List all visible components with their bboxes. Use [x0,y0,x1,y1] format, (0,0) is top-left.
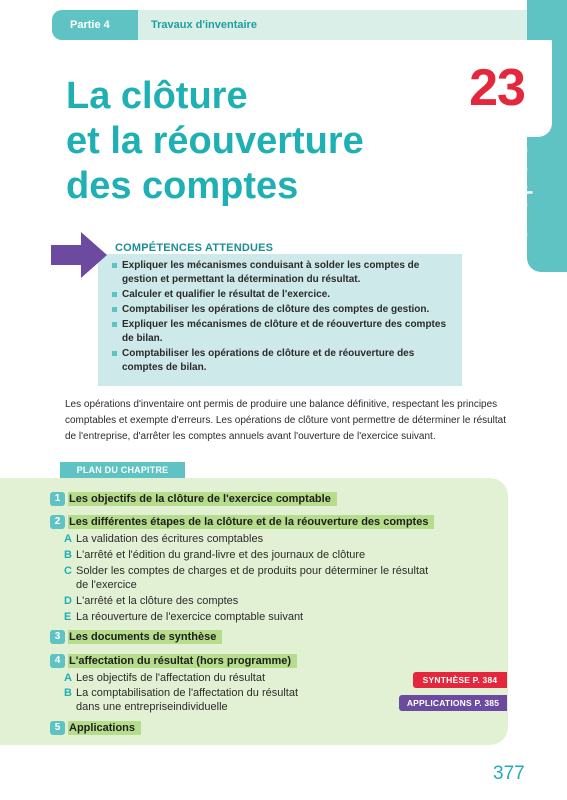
subsection-text: La comptabilisation de l'affectation du résultat [76,687,299,699]
chapter-word: Chapitre [503,142,533,245]
plan-label: PLAN DU CHAPITRE [60,462,185,478]
section-title: Les objectifs de la clôture de l'exercice comptable [68,492,337,506]
section-title: Les différentes étapes de la clôture et de la réouverture des comptes [68,515,434,529]
subsection-letter: D [64,595,72,607]
subsection-letter: B [64,549,72,561]
plan-subsection [64,548,365,562]
subsection-text: L'arrêté et la clôture des comptes [76,595,239,607]
subsection-text: La réouverture de l'exercice comptable suivant [76,611,304,623]
chapter-number: 23 [469,59,525,117]
plan-section-2 [50,514,434,529]
competences-list [108,259,448,376]
plan-section-1 [50,491,337,506]
section-title: Les documents de synthèse [68,630,222,644]
subsection-text-continued: dans une entrepriseindividuelle [76,701,228,713]
title-line-1: La clôture [66,75,248,117]
section-number: 2 [50,515,65,529]
section-title: L'affectation du résultat (hors programme) [68,654,297,668]
plan-subsection [64,564,428,592]
competence-item: Expliquer les mécanismes conduisant à solder les comptes de gestion et permettant la détermination du résultat. [108,259,448,287]
plan-section-5 [50,720,141,735]
page-number: 377 [493,763,525,784]
synthese-badge[interactable]: SYNTHÈSE P. 384 [413,672,507,688]
subsection-text: Solder les comptes de charges et de produits pour déterminer le résultat [76,565,429,577]
title-line-2: et la réouverture [66,120,364,162]
part-label: Partie 4 [52,10,138,40]
competence-item: Comptabiliser les opérations de clôture et de réouverture des comptes de bilan. [108,347,448,375]
intro-paragraph: Les opérations d'inventaire ont permis de produire une balance définitive, respectant les principes comptables et exempte d'erreurs. Les opérations de clôture vont permettre de déterminer le résultat de l'entreprise, d'arrêter les comptes annuels avant l'ouverture de l'exercice suivant. [65,399,507,442]
plan-subsection [64,594,238,608]
section-number: 4 [50,654,65,668]
subsection-letter: E [64,611,72,623]
subsection-text: Les objectifs de l'affectation du résultat [76,672,266,684]
plan-section-3 [50,629,222,644]
subsection-letter: A [64,533,72,545]
subsection-text: L'arrêté et l'édition du grand-livre et des journaux de clôture [76,549,366,561]
section-title: Applications [68,721,141,735]
title-line-3: des comptes [66,165,299,207]
section-number: 5 [50,721,65,735]
page-title [66,74,364,209]
subsection-letter: C [64,565,72,577]
part-title: Travaux d'inventaire [151,19,257,31]
applications-badge[interactable]: APPLICATIONS P. 385 [399,695,507,711]
arrow-right-icon [51,232,109,278]
competence-item: Comptabiliser les opérations de clôture des comptes de gestion. [108,303,448,317]
plan-subsection [64,610,303,624]
competence-item: Calculer et qualifier le résultat de l'exercice. [108,288,448,302]
competences-heading: COMPÉTENCES ATTENDUES [115,242,274,254]
plan-section-4 [50,653,297,668]
subsection-letter: B [64,687,72,699]
plan-subsection [64,671,265,685]
subsection-text-continued: de l'exercice [76,579,137,591]
section-number: 3 [50,630,65,644]
competence-item: Expliquer les mécanismes de clôture et de réouverture des comptes de bilan. [108,318,448,346]
subsection-text: La validation des écritures comptables [76,533,264,545]
plan-subsection [64,686,298,714]
subsection-letter: A [64,672,72,684]
plan-subsection [64,532,263,546]
section-number: 1 [50,492,65,506]
